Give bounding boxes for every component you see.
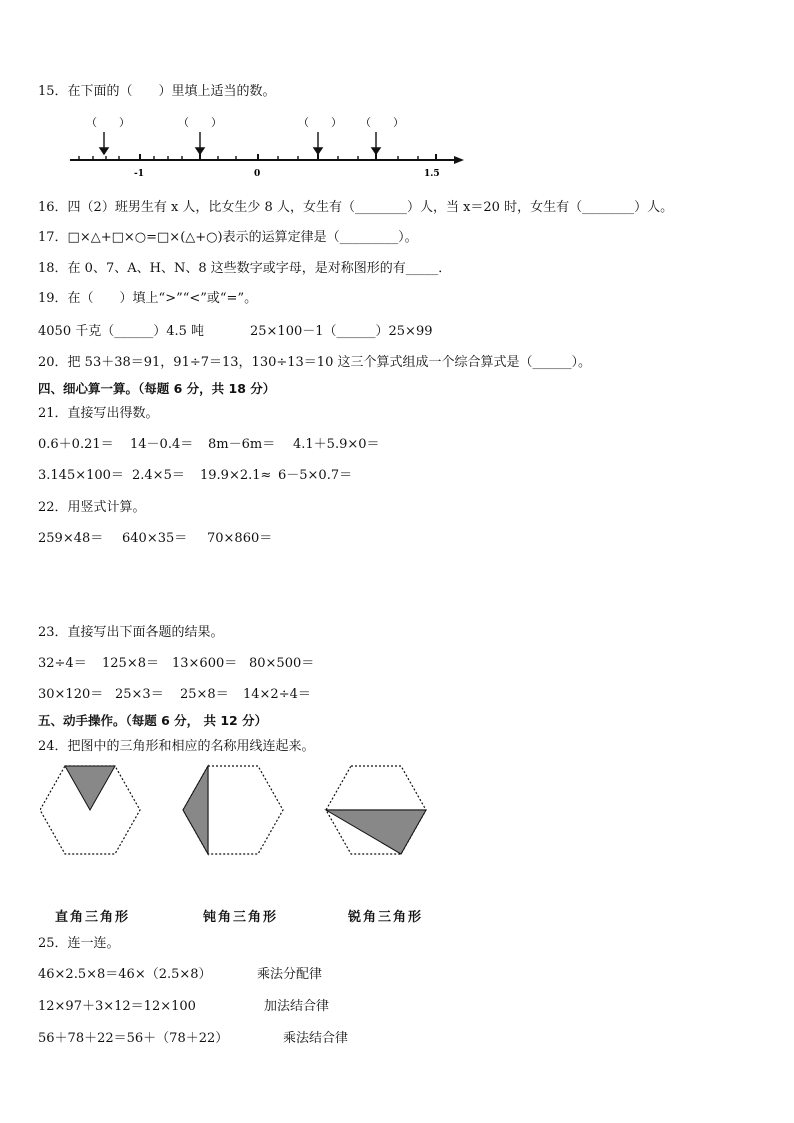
- triangle-acute[interactable]: [65, 766, 115, 810]
- arrow-head-1: [100, 148, 108, 154]
- arrow-head-3: [314, 148, 322, 154]
- q25-right-item[interactable]: 乘法分配律: [257, 967, 323, 982]
- q25-left-item[interactable]: 56＋78＋22＝56＋（78＋22）: [38, 1031, 229, 1046]
- q25-text: 25．连一连。: [38, 936, 120, 951]
- q23-item: 25×3＝: [115, 687, 164, 702]
- q21-item: 19.9×2.1≈: [200, 468, 272, 483]
- tick-label-minus-1: -1: [134, 169, 144, 178]
- q19-compare-b: 25×100－1（______）25×99: [250, 324, 433, 339]
- section-4-heading: 四、细心算一算。（每题 6 分，共 18 分）: [38, 381, 276, 396]
- hexagon-figures: [40, 762, 440, 862]
- q22-item: 640×35＝: [122, 531, 188, 546]
- q21-item: 14－0.4＝: [130, 437, 194, 452]
- tick-label-0: 0: [254, 169, 261, 178]
- arrow-head-4: [372, 148, 380, 154]
- q21-text: 21．直接写出得数。: [38, 406, 159, 421]
- q23-item: 80×500＝: [249, 656, 315, 671]
- q25-left-item[interactable]: 12×97＋3×12＝12×100: [38, 999, 196, 1014]
- label-acute-triangle[interactable]: 锐角三角形: [348, 910, 424, 925]
- number-line-blank-1[interactable]: （ ）: [86, 116, 130, 129]
- q23-item: 14×2÷4＝: [243, 687, 311, 702]
- q21-item: 0.6＋0.21＝: [38, 437, 114, 452]
- q23-item: 13×600＝: [172, 656, 238, 671]
- number-line-blank-2[interactable]: （ ）: [178, 116, 222, 129]
- label-right-triangle[interactable]: 直角三角形: [55, 910, 131, 925]
- q15-text: 15．在下面的（ ）里填上适当的数。: [38, 84, 276, 99]
- number-line: [68, 112, 468, 178]
- axis-arrow-icon: [454, 156, 464, 164]
- triangle-right[interactable]: [326, 810, 426, 854]
- hexagon-3: [326, 766, 426, 854]
- q24-text: 24．把图中的三角形和相应的名称用线连起来。: [38, 739, 315, 754]
- q23-text: 23．直接写出下面各题的结果。: [38, 625, 224, 640]
- triangle-obtuse[interactable]: [183, 766, 208, 854]
- tick-label-1-5: 1.5: [424, 169, 440, 178]
- q23-item: 125×8＝: [102, 656, 159, 671]
- section-5-heading: 五、动手操作。（每题 6 分， 共 12 分）: [38, 713, 268, 728]
- q25-right-item[interactable]: 乘法结合律: [283, 1031, 349, 1046]
- q25-left-item[interactable]: 46×2.5×8＝46×（2.5×8）: [38, 967, 212, 982]
- q20-text: 20．把 53＋38＝91，91÷7＝13，130÷13＝10 这三个算式组成一个综合算式是（______）。: [38, 355, 591, 370]
- hexagon-2: [183, 766, 283, 854]
- q17-text: 17．□×△+□×○=□×(△+○)表示的运算定律是（_________）。: [38, 230, 418, 245]
- q25-right-item[interactable]: 加法结合律: [264, 999, 330, 1014]
- number-line-blank-4[interactable]: （ ）: [360, 116, 404, 129]
- q19-text: 19．在（ ）填上“>”“<”或“=”。: [38, 291, 258, 306]
- q21-item: 2.4×5＝: [132, 468, 185, 483]
- pointer-arrows: [100, 132, 380, 154]
- q22-item: 259×48＝: [38, 531, 104, 546]
- q23-item: 30×120＝: [38, 687, 104, 702]
- q21-item: 8m－6m＝: [208, 437, 276, 452]
- arrow-head-2: [196, 148, 204, 154]
- q21-item: 6－5×0.7＝: [278, 468, 353, 483]
- q23-item: 32÷4＝: [38, 656, 87, 671]
- hexagon-1: [40, 766, 140, 854]
- q18-text: 18．在 0、7、A、H、N、8 这些数字或字母，是对称图形的有_____．: [38, 261, 452, 276]
- label-obtuse-triangle[interactable]: 钝角三角形: [203, 910, 279, 925]
- q21-item: 3.145×100＝: [38, 468, 124, 483]
- number-line-blank-3[interactable]: （ ）: [298, 116, 342, 129]
- q19-compare-a: 4050 千克（______）4.5 吨: [38, 324, 205, 339]
- q22-text: 22．用竖式计算。: [38, 500, 146, 515]
- q23-item: 25×8＝: [180, 687, 229, 702]
- q16-text: 16．四（2）班男生有 x 人，比女生少 8 人，女生有（________）人，当 x＝20 时，女生有（________）人。: [38, 200, 674, 215]
- q21-item: 4.1＋5.9×0＝: [293, 437, 380, 452]
- q22-item: 70×860＝: [207, 531, 273, 546]
